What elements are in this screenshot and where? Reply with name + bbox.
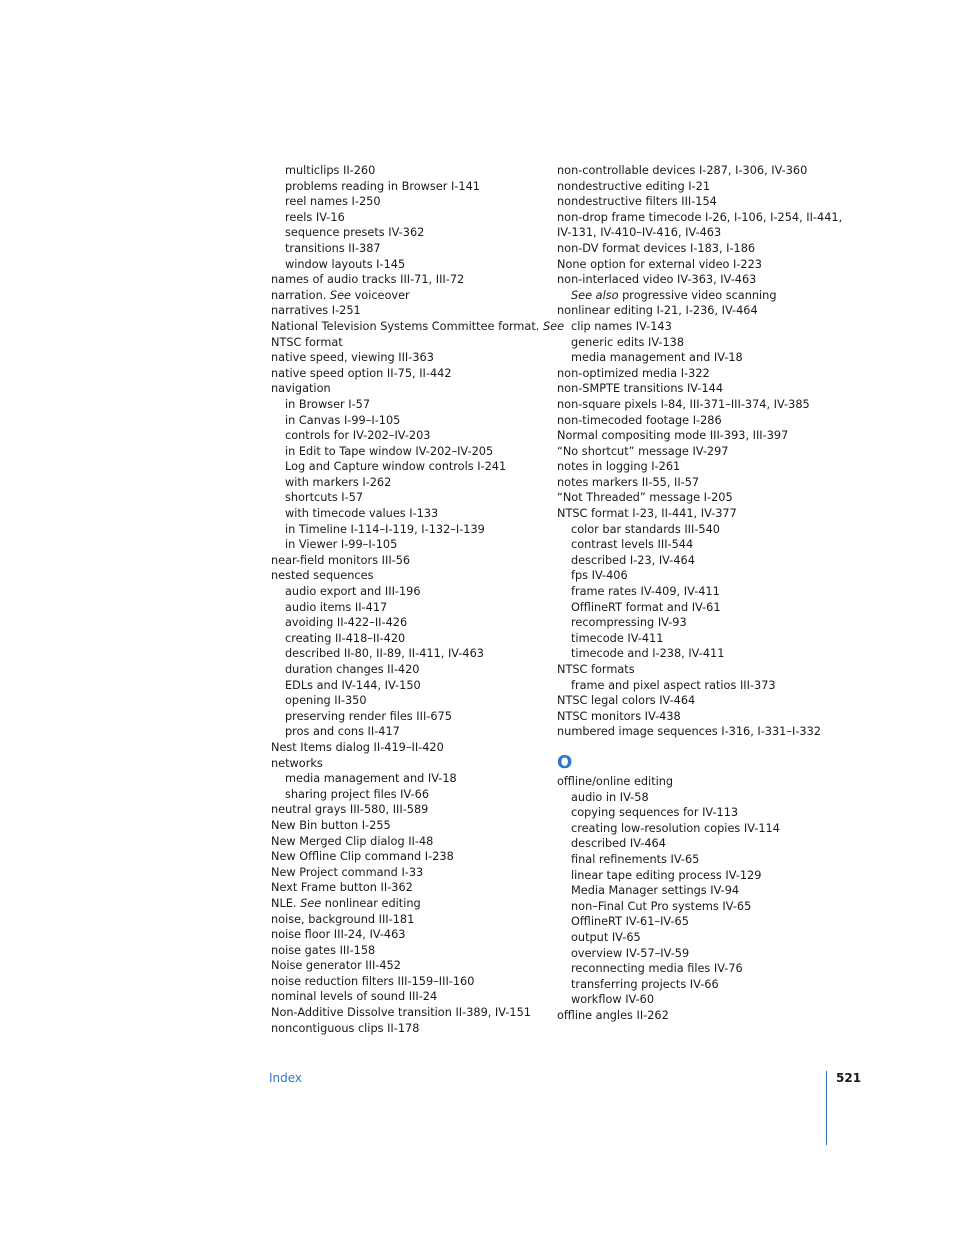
index-subentry [271,413,541,429]
index-subentry [271,459,541,475]
entry-text: Next Frame button II-362 [271,881,413,895]
entry-text: contrast levels III-544 [571,538,694,552]
index-subentry [557,335,837,351]
entry-text: narration. [271,288,327,302]
index-entry [557,397,837,413]
index-entry [557,210,843,226]
see-reference: See [329,288,351,302]
index-entry [557,693,837,709]
index-subentry [557,790,837,806]
index-subentry [271,179,541,195]
entry-text: non-interlaced video IV-363, IV-463 [557,273,757,287]
index-entry [271,319,565,335]
index-subentry [557,930,837,946]
entry-text: creating II-418–II-420 [285,631,406,645]
entry-text: noise gates III-158 [271,943,376,957]
index-subentry [271,210,541,226]
entry-text: non-controllable devices I-287, I-306, IV-360 [557,164,808,177]
index-entry [271,1005,541,1021]
index-subentry [557,615,837,631]
index-subentry [271,787,541,803]
entry-text: non–Final Cut Pro systems IV-65 [571,899,752,913]
entry-text: described II-80, II-89, II-411, IV-463 [285,647,484,661]
index-entry [271,1021,541,1037]
index-subentry [271,537,541,553]
index-subentry [557,805,837,821]
index-subentry [271,475,541,491]
index-entry [271,740,541,756]
entry-text: fps IV-406 [571,569,628,583]
entry-text: nondestructive filters III-154 [557,195,717,209]
entry-text: EDLs and IV-144, IV-150 [285,678,421,692]
entry-text: timecode and I-238, IV-411 [571,647,725,661]
entry-text: near-field monitors III-56 [271,553,411,567]
entry-text: linear tape editing process IV-129 [571,868,762,882]
index-entry [271,943,541,959]
entry-text: IV-131, IV-410–IV-416, IV-463 [557,226,722,240]
see-target: nonlinear editing [324,896,421,910]
entry-text: output IV-65 [571,930,641,944]
entry-text: nested sequences [271,569,374,583]
entry-text: None option for external video I-223 [557,257,762,271]
entry-text: preserving render files III-675 [285,709,452,723]
index-entry [557,381,837,397]
index-subentry [557,522,837,538]
index-entry [557,724,837,740]
index-entry [271,818,541,834]
entry-text: avoiding II-422–II-426 [285,616,408,630]
index-entry [557,241,837,257]
see-reference: See also [571,288,619,302]
entry-text: nonlinear editing I-21, I-236, IV-464 [557,304,758,318]
index-subentry [271,724,541,740]
entry-text: NTSC formats [557,663,635,676]
entry-text: National Television Systems Committee format. [271,319,540,333]
index-subentry [271,522,541,538]
entry-text: New Merged Clip dialog II-48 [271,834,434,848]
entry-text: window layouts I-145 [285,257,406,271]
entry-text: Normal compositing mode III-393, III-397 [557,429,789,443]
entry-text: opening II-350 [285,694,367,708]
entry-text: non-drop frame timecode I-26, I-106, I-254, II-441, [557,210,843,224]
index-subentry [557,883,837,899]
index-entry [557,506,837,522]
index-subentry [271,163,541,179]
index-subentry [271,693,541,709]
index-subentry [271,678,541,694]
index-subentry [271,709,541,725]
index-entry [271,896,541,912]
index-entry [271,865,541,881]
index-subentry [557,600,837,616]
entry-text: Media Manager settings IV-94 [571,884,740,898]
entry-text: Nest Items dialog II-419–II-420 [271,740,444,754]
see-target: voiceover [354,288,410,302]
entry-text: native speed, viewing III-363 [271,351,434,365]
index-subentry [557,836,837,852]
entry-text: shortcuts I-57 [285,491,364,505]
index-subentry [271,615,541,631]
index-entry [557,428,837,444]
entry-text: overview IV-57–IV-59 [571,946,690,960]
index-entry [271,553,541,569]
index-subentry [557,646,837,662]
index-column-right [557,163,843,1023]
index-entry [271,303,541,319]
entry-text: audio in IV-58 [571,790,649,804]
index-subentry [557,678,837,694]
entry-text: Non-Additive Dissolve transition II-389, IV-151 [271,1006,531,1020]
index-entry [557,662,837,678]
entry-text: reconnecting media files IV-76 [571,962,743,976]
entry-text: sequence presets IV-362 [285,226,425,240]
entry-text: NTSC format I-23, II-441, IV-377 [557,507,737,521]
index-subentry [557,977,837,993]
index-subentry [557,584,837,600]
entry-text: notes in logging I-261 [557,460,681,474]
entry-text: noise reduction filters III-159–III-160 [271,974,475,988]
entry-text: navigation [271,382,331,396]
entry-text: frame rates IV-409, IV-411 [571,585,720,599]
entry-text: clip names IV-143 [571,319,672,333]
entry-text: audio items II-417 [285,600,388,614]
entry-text: NTSC legal colors IV-464 [557,694,696,708]
entry-text: noise, background III-181 [271,912,415,926]
index-entry [271,568,541,584]
index-subentry [271,662,541,678]
entry-text: New Offline Clip command I-238 [271,850,454,864]
entry-text: with markers I-262 [285,475,392,489]
index-subentry [557,961,837,977]
index-entry [557,1008,837,1024]
index-subentry [271,646,541,662]
page-number: 521 [836,1071,862,1085]
index-subentry [557,631,837,647]
index-entry [557,366,837,382]
entry-text: New Project command I-33 [271,865,424,879]
entry-text: nondestructive editing I-21 [557,179,711,193]
footer-divider [826,1071,827,1145]
entry-text: offline/online editing [557,774,674,788]
entry-text: described I-23, IV-464 [571,553,695,567]
index-subentry [271,257,541,273]
entry-text: Noise generator III-452 [271,959,401,973]
index-subentry [557,821,837,837]
index-entry [557,413,837,429]
index-subentry [557,992,837,1008]
entry-text: in Canvas I-99–I-105 [285,413,401,427]
index-subentry [557,899,837,915]
entry-text: in Edit to Tape window IV-202–IV-205 [285,444,494,458]
index-subentry [271,490,541,506]
entry-text: non-SMPTE transitions IV-144 [557,382,724,396]
index-entry [271,927,541,943]
index-subentry [271,225,541,241]
entry-text: media management and IV-18 [571,351,743,365]
index-subentry [557,350,837,366]
index-entry [271,756,541,772]
entry-text: networks [271,756,323,770]
index-entry [271,381,541,397]
see-target: progressive video scanning [622,288,777,302]
entry-text: neutral grays III-580, III-589 [271,803,429,817]
index-subentry [557,868,837,884]
index-entry [271,912,541,928]
entry-text: frame and pixel aspect ratios III-373 [571,678,776,692]
index-subentry [557,288,837,304]
entry-text: in Viewer I-99–I-105 [285,538,398,552]
index-entry [271,834,541,850]
entry-text: non-square pixels I-84, III-371–III-374, IV-385 [557,397,810,411]
entry-text: transitions II-387 [285,241,381,255]
index-subentry [557,852,837,868]
entry-text: in Browser I-57 [285,397,371,411]
index-entry [271,366,541,382]
entry-text: sharing project files IV-66 [285,787,430,801]
entry-text: audio export and III-196 [285,585,421,599]
index-entry [557,444,837,460]
index-entry [271,849,541,865]
entry-text: noise floor III-24, IV-463 [271,928,406,942]
index-entry [557,774,837,790]
entry-text: non-optimized media I-322 [557,366,710,380]
entry-text: OfflineRT format and IV-61 [571,600,721,614]
entry-text: nominal levels of sound III-24 [271,990,438,1004]
index-subentry [271,584,541,600]
entry-text: final refinements IV-65 [571,852,700,866]
entry-text: duration changes II-420 [285,663,420,676]
see-reference: See [300,896,322,910]
index-entry [557,225,837,241]
footer-section-label: Index [269,1071,303,1085]
entry-text: reels IV-16 [285,210,345,224]
entry-text: controls for IV-202–IV-203 [285,429,431,443]
index-entry [557,303,837,319]
entry-text: offline angles II-262 [557,1008,669,1022]
index-entry [557,709,837,725]
index-entry [271,802,541,818]
entry-text: numbered image sequences I-316, I-331–I-332 [557,725,821,739]
index-entry [271,272,541,288]
index-entry [557,459,837,475]
entry-text: workflow IV-60 [571,993,655,1007]
entry-text: with timecode values I-133 [285,507,439,521]
index-subentry [271,506,541,522]
index-entry [557,272,837,288]
index-subentry [271,428,541,444]
index-subentry [557,946,837,962]
entry-text: New Bin button I-255 [271,818,391,832]
index-subentry [557,537,837,553]
index-entry [271,350,541,366]
entry-text: OfflineRT IV-61–IV-65 [571,915,689,929]
index-entry [271,880,541,896]
entry-text: notes markers II-55, II-57 [557,475,700,489]
entry-text: media management and IV-18 [285,772,457,786]
entry-text: non-timecoded footage I-286 [557,413,722,427]
index-column-left [271,163,565,1036]
index-subentry [271,444,541,460]
entry-text: recompressing IV-93 [571,616,687,630]
index-entry [557,475,837,491]
entry-text: reel names I-250 [285,195,381,209]
index-subentry [557,568,837,584]
entry-text: “Not Threaded” message I-205 [557,491,733,505]
index-entry [271,989,541,1005]
index-entry [557,179,837,195]
index-entry [557,194,837,210]
index-entry [271,974,541,990]
entry-text: creating low-resolution copies IV-114 [571,821,780,835]
entry-text: NLE. [271,896,297,910]
entry-text: copying sequences for IV-113 [571,806,739,820]
entry-text: “No shortcut” message IV-297 [557,444,729,458]
see-reference: See [542,319,565,333]
index-subentry [271,241,541,257]
entry-text: native speed option II-75, II-442 [271,366,452,380]
index-subentry [557,553,837,569]
entry-text: narratives I-251 [271,304,361,318]
entry-text: NTSC format [271,335,343,349]
index-entry [271,335,541,351]
entry-text: NTSC monitors IV-438 [557,709,681,723]
index-entry [271,288,541,304]
entry-text: Log and Capture window controls I-241 [285,460,507,474]
entry-text: pros and cons II-417 [285,725,400,739]
entry-text: problems reading in Browser I-141 [285,179,480,193]
entry-text: timecode IV-411 [571,631,664,645]
index-entry [557,257,837,273]
index-entry [557,490,837,506]
index-subentry [271,397,541,413]
entry-text: color bar standards III-540 [571,522,720,536]
index-entry [557,163,837,179]
entry-text: described IV-464 [571,837,666,851]
index-subentry [271,600,541,616]
entry-text: multiclips II-260 [285,164,376,177]
index-subentry [271,631,541,647]
index-subentry [557,914,837,930]
entry-text: transferring projects IV-66 [571,977,719,991]
entry-text: noncontiguous clips II-178 [271,1021,420,1035]
entry-text: generic edits IV-138 [571,335,685,349]
entry-text: names of audio tracks III-71, III-72 [271,273,465,287]
index-subentry [271,771,541,787]
index-entry [271,958,541,974]
index-subentry [557,319,837,335]
index-subentry [271,194,541,210]
entry-text: in Timeline I-114–I-119, I-132–I-139 [285,522,485,536]
section-letter: O [557,751,573,773]
entry-text: non-DV format devices I-183, I-186 [557,241,756,255]
